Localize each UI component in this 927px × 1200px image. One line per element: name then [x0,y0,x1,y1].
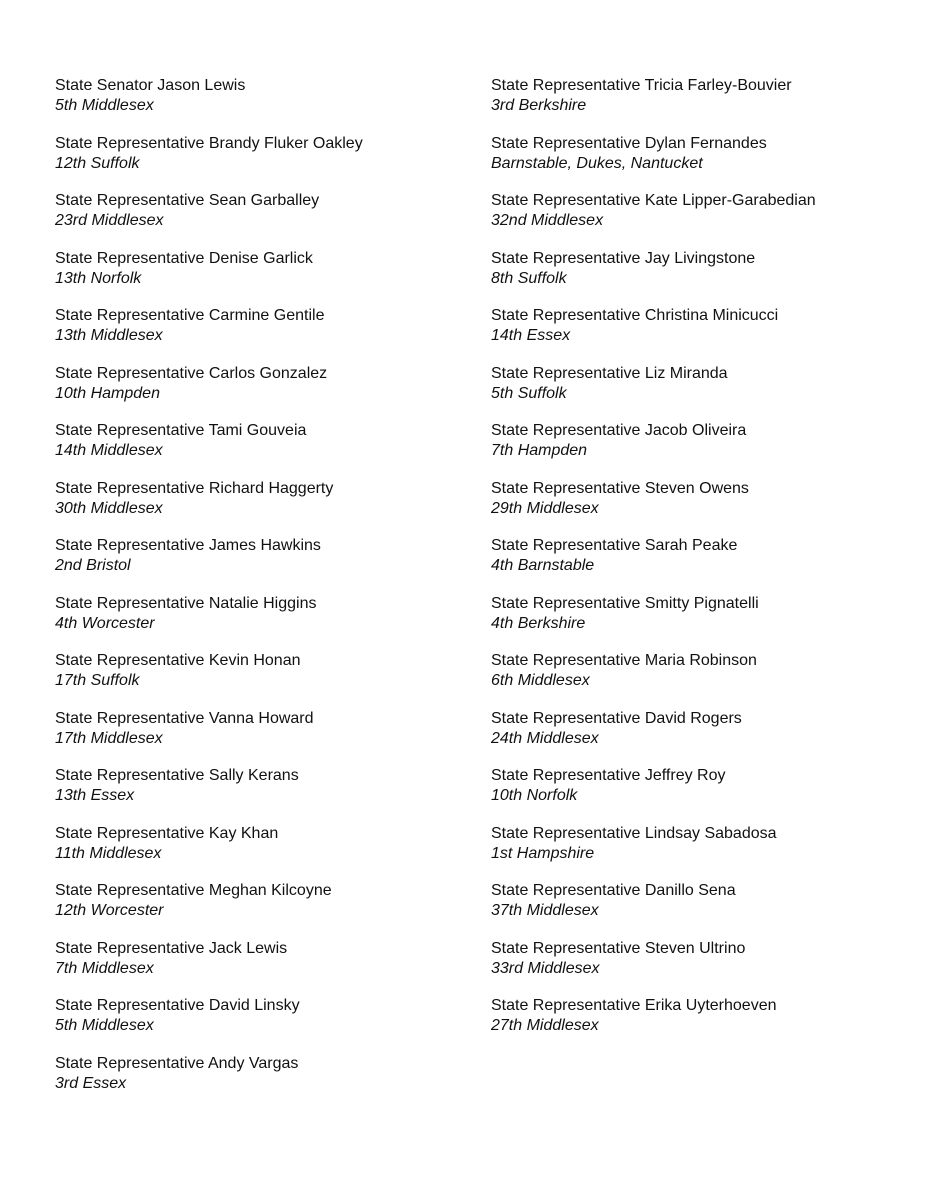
legislator-name: State Representative Jacob Oliveira [491,422,747,439]
legislator-district: 11th Middlesex [55,844,162,862]
legislator-entry [55,364,475,422]
legislator-name: State Representative Sally Kerans [55,767,299,784]
legislator-district: 17th Middlesex [55,729,163,747]
legislator-district: 3rd Essex [55,1074,127,1092]
legislator-name: State Representative Danillo Sena [491,882,736,899]
legislator-entry [55,191,475,249]
legislator-name: State Representative Jeffrey Roy [491,767,726,784]
legislator-entry [491,594,911,652]
legislator-entry [491,364,911,422]
legislator-district: 5th Middlesex [55,97,154,114]
legislator-district: 4th Berkshire [491,614,586,632]
legislator-district: 1st Hampshire [491,844,595,862]
legislator-entry [55,421,475,479]
legislator-name: State Representative Sean Garballey [55,192,320,209]
legislator-entry [491,249,911,307]
legislator-entry [491,421,911,479]
legislator-entry [55,249,475,307]
legislator-name: State Representative Richard Haggerty [55,479,334,497]
legislator-entry [55,881,475,939]
legislator-district: 23rd Middlesex [55,212,164,229]
legislator-district: 4th Worcester [55,614,155,632]
legislator-name: State Representative Smitty Pignatelli [491,594,759,612]
legislator-entry [55,709,475,767]
legislator-district: 6th Middlesex [491,672,590,689]
legislator-name: State Representative Erika Uyterhoeven [491,997,777,1014]
legislator-name: State Representative Carlos Gonzalez [55,364,328,382]
legislator-district: 14th Middlesex [55,442,163,459]
legislator-district: 24th Middlesex [491,729,599,747]
legislator-name: State Representative Tami Gouveia [55,422,307,439]
legislator-entry [55,1054,475,1112]
legislator-entry [55,306,475,364]
legislator-district: 8th Suffolk [491,269,567,287]
legislator-name: State Representative Andy Vargas [55,1054,299,1072]
legislator-name: State Representative Kate Lipper-Garabedian [491,192,816,209]
legislator-entry [491,996,911,1054]
legislator-district: 17th Suffolk [55,672,140,689]
legislator-entry [491,76,911,134]
legislator-name: State Representative Steven Ultrino [491,939,746,957]
legislator-entry [55,996,475,1054]
right-column [491,76,911,1054]
legislator-name: State Representative Jack Lewis [55,939,288,957]
legislator-district: 13th Norfolk [55,269,142,287]
legislator-entry [55,134,475,192]
legislator-entry [55,939,475,997]
legislator-entry [491,191,911,249]
legislator-name: State Representative Tricia Farley-Bouvier [491,77,792,94]
legislator-district: Barnstable, Dukes, Nantucket [491,154,703,172]
legislator-district: 4th Barnstable [491,557,595,574]
legislator-entry [55,824,475,882]
legislator-district: 37th Middlesex [491,902,599,919]
legislator-entry [55,479,475,537]
legislator-name: State Representative Denise Garlick [55,249,313,267]
legislator-name: State Senator Jason Lewis [55,77,246,94]
left-column [55,76,475,1111]
legislator-entry [491,709,911,767]
legislator-district: 5th Suffolk [491,384,567,402]
legislator-name: State Representative Liz Miranda [491,364,728,382]
legislator-district: 7th Hampden [491,442,588,459]
legislator-entry [55,651,475,709]
legislator-district: 2nd Bristol [55,557,131,574]
legislator-entry [491,536,911,594]
legislator-name: State Representative Kevin Honan [55,652,301,669]
legislator-entry [491,134,911,192]
legislator-district: 32nd Middlesex [491,212,604,229]
legislator-district: 13th Essex [55,787,135,804]
legislator-name: State Representative Dylan Fernandes [491,134,767,152]
legislator-name: State Representative Jay Livingstone [491,249,756,267]
legislator-district: 10th Norfolk [491,787,578,804]
legislator-entry [491,939,911,997]
legislator-name: State Representative Brandy Fluker Oakley [55,134,363,152]
legislator-name: State Representative Lindsay Sabadosa [491,824,777,842]
legislator-district: 29th Middlesex [491,499,599,517]
legislator-district: 12th Worcester [55,902,164,919]
legislator-entry [491,306,911,364]
legislator-name: State Representative Sarah Peake [491,537,738,554]
legislator-district: 13th Middlesex [55,327,163,344]
legislator-entry [491,479,911,537]
legislator-entry [491,881,911,939]
legislator-entry [55,536,475,594]
legislator-district: 14th Essex [491,327,571,344]
legislator-name: State Representative Christina Minicucci [491,307,779,324]
legislator-entry [491,824,911,882]
legislator-name: State Representative Maria Robinson [491,652,757,669]
legislator-name: State Representative David Rogers [491,709,742,727]
legislator-entry [491,651,911,709]
legislator-entry [55,594,475,652]
legislator-entry [55,766,475,824]
legislator-name: State Representative Vanna Howard [55,709,314,727]
legislator-district: 10th Hampden [55,384,160,402]
legislator-district: 12th Suffolk [55,154,140,172]
legislator-district: 3rd Berkshire [491,97,587,114]
legislator-district: 27th Middlesex [491,1017,599,1034]
legislator-district: 30th Middlesex [55,499,163,517]
legislator-name: State Representative James Hawkins [55,537,321,554]
legislator-entry [55,76,475,134]
legislator-name: State Representative Carmine Gentile [55,307,325,324]
legislator-district: 33rd Middlesex [491,959,600,977]
legislator-entry [491,766,911,824]
legislator-district: 5th Middlesex [55,1017,154,1034]
legislator-district: 7th Middlesex [55,959,154,977]
legislator-name: State Representative Meghan Kilcoyne [55,882,332,899]
legislator-name: State Representative Kay Khan [55,824,279,842]
legislator-name: State Representative David Linsky [55,997,300,1014]
legislator-name: State Representative Steven Owens [491,479,749,497]
legislator-name: State Representative Natalie Higgins [55,594,317,612]
